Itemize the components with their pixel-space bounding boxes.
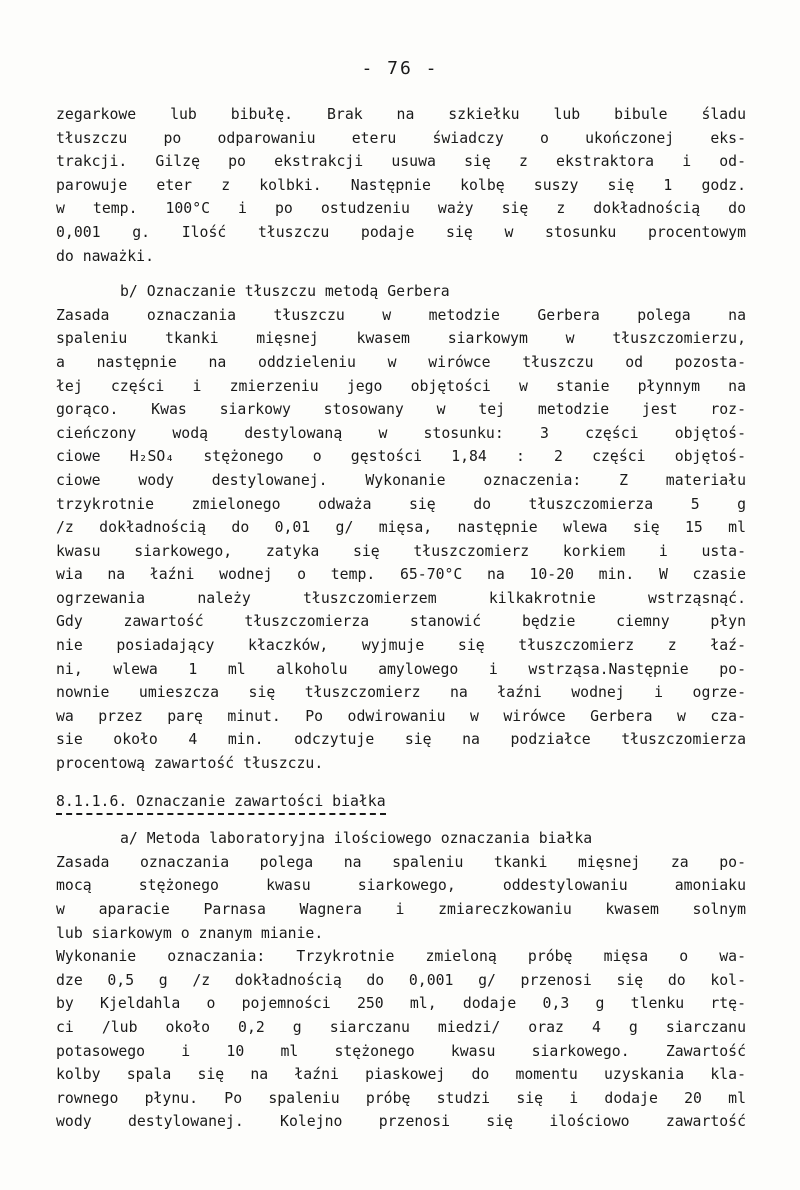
text-line: wody destylowanej. Kolejno przenosi się ilościowo zawartość [56, 1113, 746, 1131]
text-line: mocą stężonego kwasu siarkowego, oddestylowaniu amoniaku [56, 877, 746, 895]
text-line: nownie umieszcza się tłuszczomierz na łaźni wodnej i ogrze- [56, 684, 746, 702]
text-line: w temp. 100°C i po ostudzeniu waży się z dokładnością do [56, 200, 746, 218]
paragraph-fat-extraction-end [56, 103, 746, 268]
text-line: dze 0,5 g /z dokładnością do 0,001 g/ przenosi się do kol- [56, 971, 746, 989]
text-line: Zasada oznaczania polega na spaleniu tkanki mięsnej za po- [56, 853, 746, 871]
text-line: tłuszczu po odparowaniu eteru świadczy o ukończonej eks- [56, 129, 746, 147]
text-line: wia na łaźni wodnej o temp. 65-70°C na 10-20 min. W czasie [56, 566, 746, 584]
text-line: kolby spala się na łaźni piaskowej do momentu uzyskania kla- [56, 1066, 746, 1084]
text-line: cieńczony wodą destylowaną w stosunku: 3 części objętoś- [56, 424, 746, 442]
text-line: a następnie na oddzieleniu w wirówce tłuszczu od pozosta- [56, 353, 746, 371]
text-line: Wykonanie oznaczania: Trzykrotnie zmieloną próbę mięsa o wa- [56, 948, 746, 966]
text-line: kwasu siarkowego, zatyka się tłuszczomierz korkiem i usta- [56, 542, 746, 560]
text-line: gorąco. Kwas siarkowy stosowany w tej metodzie jest roz- [56, 401, 746, 419]
text-line: by Kjeldahla o pojemności 250 ml, dodaje 0,3 g tlenku rtę- [56, 995, 746, 1013]
text-line: procentową zawartość tłuszczu. [56, 755, 324, 773]
text-line: potasowego i 10 ml stężonego kwasu siarkowego. Zawartość [56, 1042, 746, 1060]
text-line: łej części i zmierzeniu jego objętości w stanie płynnym na [56, 377, 746, 395]
text-line: ciowe H₂SO₄ stężonego o gęstości 1,84 : 2 części objętoś- [56, 448, 746, 466]
text-line: do naważki. [56, 247, 154, 265]
text-line: Zasada oznaczania tłuszczu w metodzie Gerbera polega na [56, 306, 746, 324]
text-line: /z dokładnością do 0,01 g/ mięsa, następnie wlewa się 15 ml [56, 519, 746, 537]
subsection-title-gerber: b/ Oznaczanie tłuszczu metodą Gerbera [120, 283, 450, 301]
paragraph-protein-procedure [56, 945, 746, 1134]
section-heading-text: 8.1.1.6. Oznaczanie zawartości białka [56, 790, 386, 816]
text-line: sie około 4 min. odczytuje się na podziałce tłuszczomierza [56, 731, 746, 749]
text-line: ciowe wody destylowanej. Wykonanie oznaczenia: Z materiału [56, 471, 746, 489]
text-line: lub siarkowym o znanym mianie. [56, 924, 324, 942]
body-text [56, 103, 746, 1134]
text-line: spaleniu tkanki mięsnej kwasem siarkowym w tłuszczomierzu, [56, 330, 746, 348]
page-number: - 76 - [361, 58, 439, 79]
text-line: trakcji. Gilzę po ekstrakcji usuwa się z ekstraktora i od- [56, 153, 746, 171]
text-line: 0,001 g. Ilość tłuszczu podaje się w stosunku procentowym [56, 223, 746, 241]
section-heading-protein [56, 790, 746, 814]
subsection-title-lab-method: a/ Metoda laboratoryjna ilościowego oznaczania białka [120, 830, 593, 848]
text-line: parowuje eter z kolbki. Następnie kolbę suszy się 1 godz. [56, 176, 746, 194]
text-line: ni, wlewa 1 ml alkoholu amylowego i wstrząsa.Następnie po- [56, 660, 746, 678]
text-line: zegarkowe lub bibułę. Brak na szkiełku lub bibule śladu [56, 106, 746, 123]
text-line: wa przez parę minut. Po odwirowaniu w wirówce Gerbera w cza- [56, 707, 746, 725]
text-line: ogrzewania należy tłuszczomierzem kilkakrotnie wstrząsnąć. [56, 589, 746, 607]
text-line: rownego płynu. Po spaleniu próbę studzi się i dodaje 20 ml [56, 1089, 746, 1107]
paragraph-protein-principle [56, 851, 746, 945]
text-line: trzykrotnie zmielonego odważa się do tłuszczomierza 5 g [56, 495, 746, 513]
text-line: w aparacie Parnasa Wagnera i zmiareczkowaniu kwasem solnym [56, 901, 746, 918]
text-line: nie posiadający kłaczków, wyjmuje się tłuszczomierz z łaź- [56, 637, 746, 655]
paragraph-gerber-method [56, 304, 746, 776]
text-line: ci /lub około 0,2 g siarczanu miedzi/ oraz 4 g siarczanu [56, 1018, 746, 1036]
text-line: Gdy zawartość tłuszczomierza stanowić będzie ciemny płyn [56, 613, 746, 631]
